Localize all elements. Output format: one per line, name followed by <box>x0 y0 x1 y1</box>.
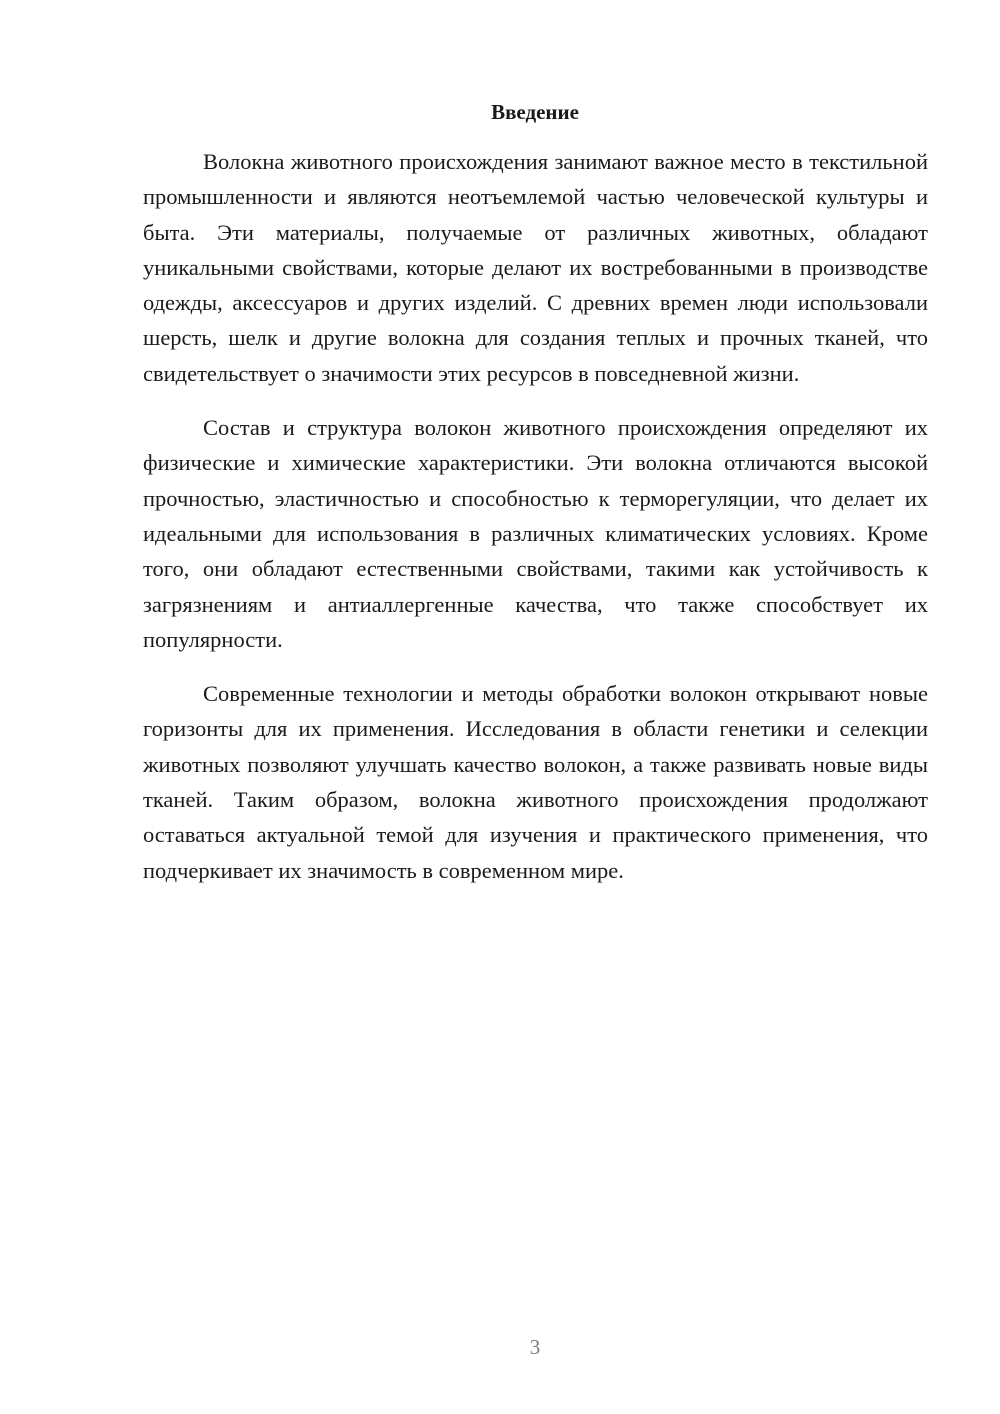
section-heading: Введение <box>491 100 579 124</box>
paragraph-3: Современные технологии и методы обработки волокон открывают новые горизонты для их применения. Исследования в области генетики и селекции животных позволяют улучшать качество волокон, а также развивать новые виды тканей. Таким образом, волокна животного происхождения продолжают оставаться актуальной темой для изучения и практического применения, что подчеркивает их значимость в современном мире. <box>143 681 928 883</box>
body-text <box>143 144 928 907</box>
paragraph-1: Волокна животного происхождения занимают важное место в текстильной промышленности и являются неотъемлемой частью человеческой культуры и быта. Эти материалы, получаемые от различных животных, обладают уникальными свойствами, которые делают их востребованными в производстве одежды, аксессуаров и других изделий. С древних времен люди использовали шерсть, шелк и другие волокна для создания теплых и прочных тканей, что свидетельствует о значимости этих ресурсов в повседневной жизни. <box>143 149 928 386</box>
paragraph-2: Состав и структура волокон животного происхождения определяют их физические и химические характеристики. Эти волокна отличаются высокой прочностью, эластичностью и способностью к терморегуляции, что делает их идеальными для использования в различных климатических условиях. Кроме того, они обладают естественными свойствами, такими как устойчивость к загрязнениям и антиаллергенные качества, что также способствует их популярности. <box>143 415 928 652</box>
page-number: 3 <box>529 1335 541 1359</box>
